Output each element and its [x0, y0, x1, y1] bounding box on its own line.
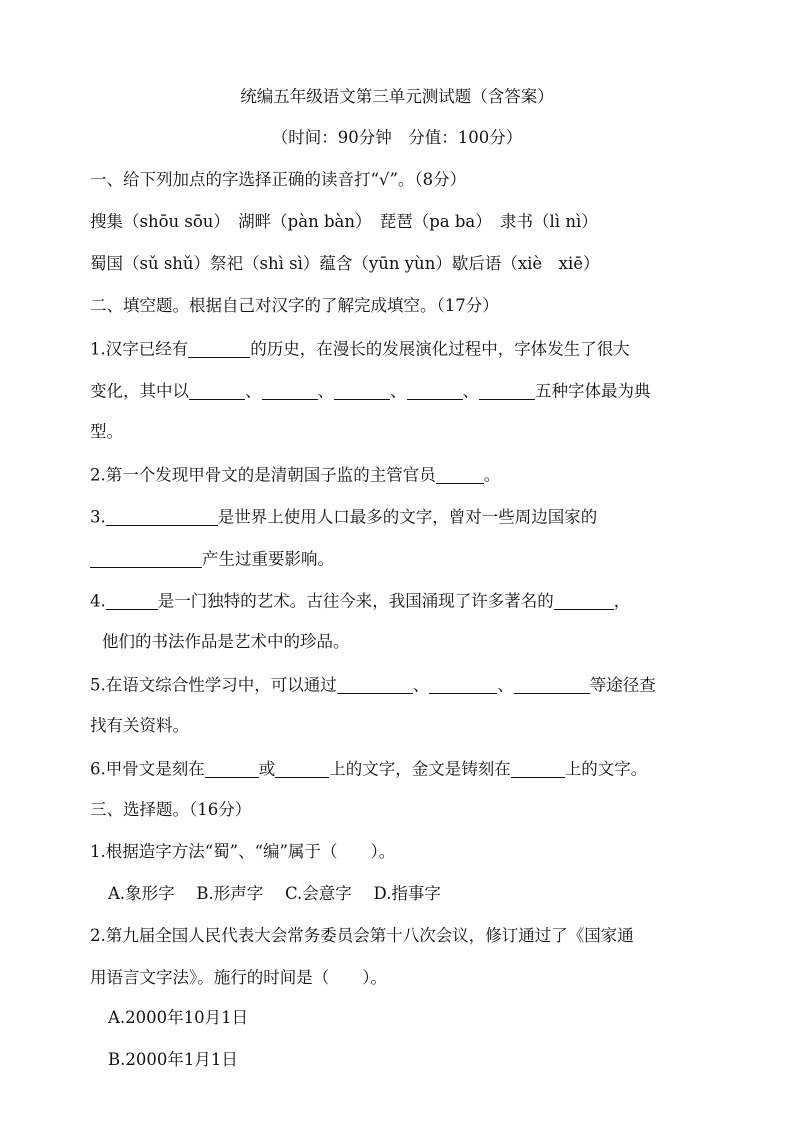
section2-q1-line3: 型。 [90, 422, 123, 441]
answer-blank[interactable] [90, 550, 202, 568]
answer-blank[interactable] [106, 508, 218, 526]
answer-blank[interactable] [337, 676, 413, 694]
answer-blank[interactable] [188, 340, 250, 358]
section2-heading: 二、填空题。根据自己对汉字的了解完成填空。（17分） [90, 296, 499, 315]
section3-q1-options: A.象形字 B.形声字 C.会意字 D.指事字 [108, 884, 441, 903]
section3-q2-option-a: A.2000年10月1日 [108, 1008, 249, 1027]
section3-q2-line1: 2.第九届全国人民代表大会常务委员会第十八次会议，修订通过了《国家通 [90, 926, 634, 945]
section2-q4-line1: 4. 是一门独特的艺术。古往今来，我国涌现了许多著名的 ， [90, 591, 631, 611]
section2-q3-line2: 产生过重要影响。 [90, 550, 334, 568]
section2-q4-line2: 他们的书法作品是艺术中的珍品。 [102, 632, 350, 651]
answer-blank[interactable] [106, 592, 158, 610]
answer-blank[interactable] [554, 592, 614, 610]
page-subtitle: （时间：90分钟 分值：100分） [271, 128, 523, 147]
section3-heading: 三、选择题。（16分） [90, 800, 252, 819]
answer-blank[interactable] [429, 676, 497, 694]
section3-q2-line2: 用语言文字法》。施行的时间是（ ）。 [90, 968, 387, 987]
section1-heading: 一、给下列加点的字选择正确的读音打“√”。（8分） [90, 170, 467, 189]
answer-blank[interactable] [436, 466, 484, 484]
answer-blank[interactable] [407, 382, 463, 400]
section2-q5-line1: 5.在语文综合性学习中，可以通过 、 、 等途径查 [90, 675, 656, 695]
section2-q1-line2: 变化，其中以 、 、 、 、 五种字体最为典 [90, 381, 651, 401]
answer-blank[interactable] [511, 760, 565, 778]
section2-q5-line2: 找有关资料。 [90, 716, 189, 735]
section3-q2-option-b: B.2000年1月1日 [108, 1050, 238, 1069]
answer-blank[interactable] [479, 382, 535, 400]
answer-blank[interactable] [334, 382, 390, 400]
section1-row2: 蜀国（sǔ shǔ）祭祀（shì sì）蕴含（yūn yùn）歇后语（xiè xiē） [90, 254, 600, 273]
section2-q6: 6.甲骨文是刻在 或 上的文字，金文是铸刻在 上的文字。 [90, 759, 648, 779]
answer-blank[interactable] [275, 760, 329, 778]
answer-blank[interactable] [514, 676, 590, 694]
answer-blank[interactable] [262, 382, 318, 400]
section3-q1: 1.根据造字方法“蜀”、“编”属于（ ）。 [90, 842, 396, 861]
section2-q1-line1: 1.汉字已经有 的历史，在漫长的发展演化过程中，字体发生了很大 [90, 339, 630, 359]
answer-blank[interactable] [189, 382, 245, 400]
page-title: 统编五年级语文第三单元测试题（含答案） [240, 87, 554, 106]
answer-blank[interactable] [205, 760, 259, 778]
section2-q2: 2.第一个发现甲骨文的是清朝国子监的主管官员 。 [90, 465, 501, 485]
section1-row1: 搜集（shōu sōu） 湖畔（pàn bàn） 琵琶（pa ba） 隶书（lì nì） [90, 212, 598, 231]
section2-q3-line1: 3. 是世界上使用人口最多的文字，曾对一些周边国家的 [90, 507, 598, 527]
